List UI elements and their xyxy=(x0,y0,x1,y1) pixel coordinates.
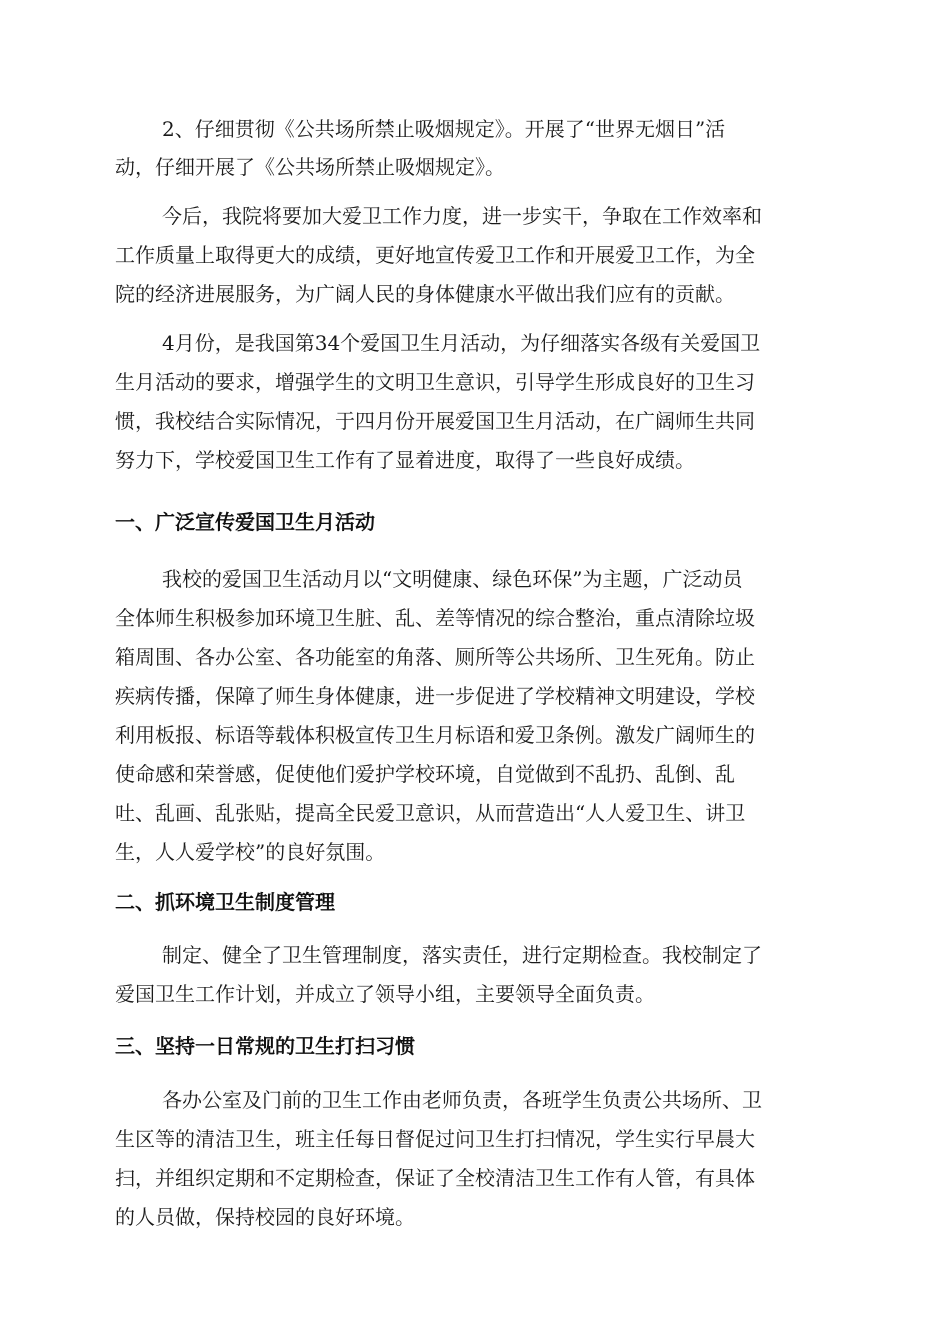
paragraph-line: 动，仔细开展了《公共场所禁止吸烟规定》。 xyxy=(115,155,505,179)
paragraph-line: 2、仔细贯彻《公共场所禁止吸烟规定》。开展了“世界无烟日”活 xyxy=(162,117,726,141)
paragraph-line: 箱周围、各办公室、各功能室的角落、厕所等公共场所、卫生死角。防止 xyxy=(115,645,755,669)
paragraph-line: 惯，我校结合实际情况，于四月份开展爱国卫生月活动，在广阔师生共同 xyxy=(115,409,755,433)
paragraph-line: 生区等的清洁卫生，班主任每日督促过问卫生打扫情况，学生实行早晨大 xyxy=(115,1127,755,1151)
paragraph-line: 我校的爱国卫生活动月以“文明健康、绿色环保”为主题，广泛动员 xyxy=(162,567,743,591)
paragraph-line: 4月份，是我国第34个爱国卫生月活动，为仔细落实各级有关爱国卫 xyxy=(162,331,761,355)
paragraph-line: 制定、健全了卫生管理制度，落实责任，进行定期检查。我校制定了 xyxy=(162,943,762,967)
paragraph-line: 今后，我院将要加大爱卫工作力度，进一步实干，争取在工作效率和 xyxy=(162,204,762,228)
paragraph-line: 疾病传播，保障了师生身体健康，进一步促进了学校精神文明建设，学校 xyxy=(115,684,755,708)
section-heading: 三、坚持一日常规的卫生打扫习惯 xyxy=(115,1034,415,1058)
paragraph-line: 扫，并组织定期和不定期检查，保证了全校清洁卫生工作有人管，有具体 xyxy=(115,1166,755,1190)
paragraph-line: 各办公室及门前的卫生工作由老师负责，各班学生负责公共场所、卫 xyxy=(162,1088,762,1112)
paragraph-line: 利用板报、标语等载体积极宣传卫生月标语和爱卫条例。激发广阔师生的 xyxy=(115,723,755,747)
paragraph-line: 工作质量上取得更大的成绩，更好地宣传爱卫工作和开展爱卫工作，为全 xyxy=(115,243,755,267)
section-heading: 二、抓环境卫生制度管理 xyxy=(115,890,335,914)
section-heading: 一、广泛宣传爱国卫生月活动 xyxy=(115,510,375,534)
paragraph-line: 努力下，学校爱国卫生工作有了显着进度，取得了一些良好成绩。 xyxy=(115,448,695,472)
paragraph-line: 生，人人爱学校”的良好氛围。 xyxy=(115,840,386,864)
paragraph-line: 生月活动的要求，增强学生的文明卫生意识，引导学生形成良好的卫生习 xyxy=(115,370,755,394)
paragraph-line: 院的经济进展服务，为广阔人民的身体健康水平做出我们应有的贡献。 xyxy=(115,282,735,306)
paragraph-line: 使命感和荣誉感，促使他们爱护学校环境，自觉做到不乱扔、乱倒、乱 xyxy=(115,762,735,786)
paragraph-line: 的人员做，保持校园的良好环境。 xyxy=(115,1205,415,1229)
paragraph-line: 全体师生积极参加环境卫生脏、乱、差等情况的综合整治，重点清除垃圾 xyxy=(115,606,755,630)
paragraph-line: 爱国卫生工作计划，并成立了领导小组，主要领导全面负责。 xyxy=(115,982,655,1006)
paragraph-line: 吐、乱画、乱张贴，提高全民爱卫意识，从而营造出“人人爱卫生、讲卫 xyxy=(115,801,746,825)
